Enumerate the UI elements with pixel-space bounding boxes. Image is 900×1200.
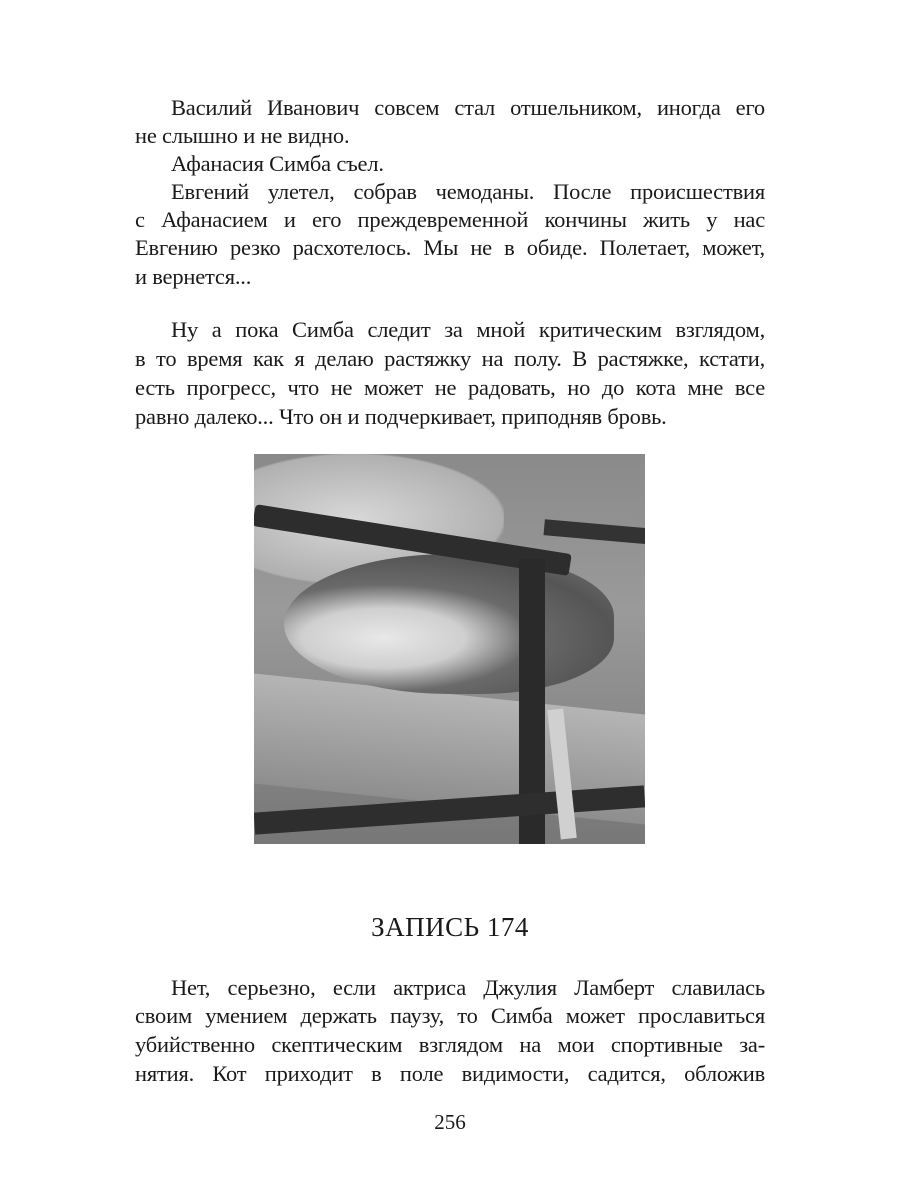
text-line: Ну а пока Симба следит за мной критическим взглядом, (171, 317, 765, 342)
text-line: Евгений улетел, собрав чемоданы. После происшествия (171, 179, 765, 204)
cat-on-chair-photo (254, 454, 645, 844)
section-heading: ЗАПИСЬ 174 (371, 912, 529, 942)
text-line: в то время как я делаю растяжку на полу. В растяжке, кстати, (135, 346, 765, 371)
text-line: равно далеко... Что он и подчеркивает, приподняв бровь. (135, 404, 667, 429)
text-line: Евгению резко расхотелось. Мы не в обиде. Полетает, может, (135, 235, 765, 260)
text-line: и вернется... (135, 264, 252, 289)
text-line: Нет, серьезно, если актриса Джулия Ламберт славилась (171, 975, 765, 1000)
page-number: 256 (434, 1110, 466, 1134)
text-line: убийственно скептическим взглядом на мои спортивные за- (135, 1032, 765, 1057)
text-line: не слышно и не видно. (135, 123, 350, 148)
text-line: Василий Иванович совсем стал отшельником, иногда его (171, 95, 765, 120)
text-line: нятия. Кот приходит в поле видимости, садится, обложив (135, 1061, 765, 1086)
text-line: своим умением держать паузу, то Симба может прославиться (135, 1003, 765, 1028)
text-line: Афанасия Симба съел. (171, 151, 384, 176)
text-line: есть прогресс, что не может не радовать, но до кота мне все (135, 375, 765, 400)
text-line: с Афанасием и его преждевременной кончины жить у нас (135, 207, 765, 232)
